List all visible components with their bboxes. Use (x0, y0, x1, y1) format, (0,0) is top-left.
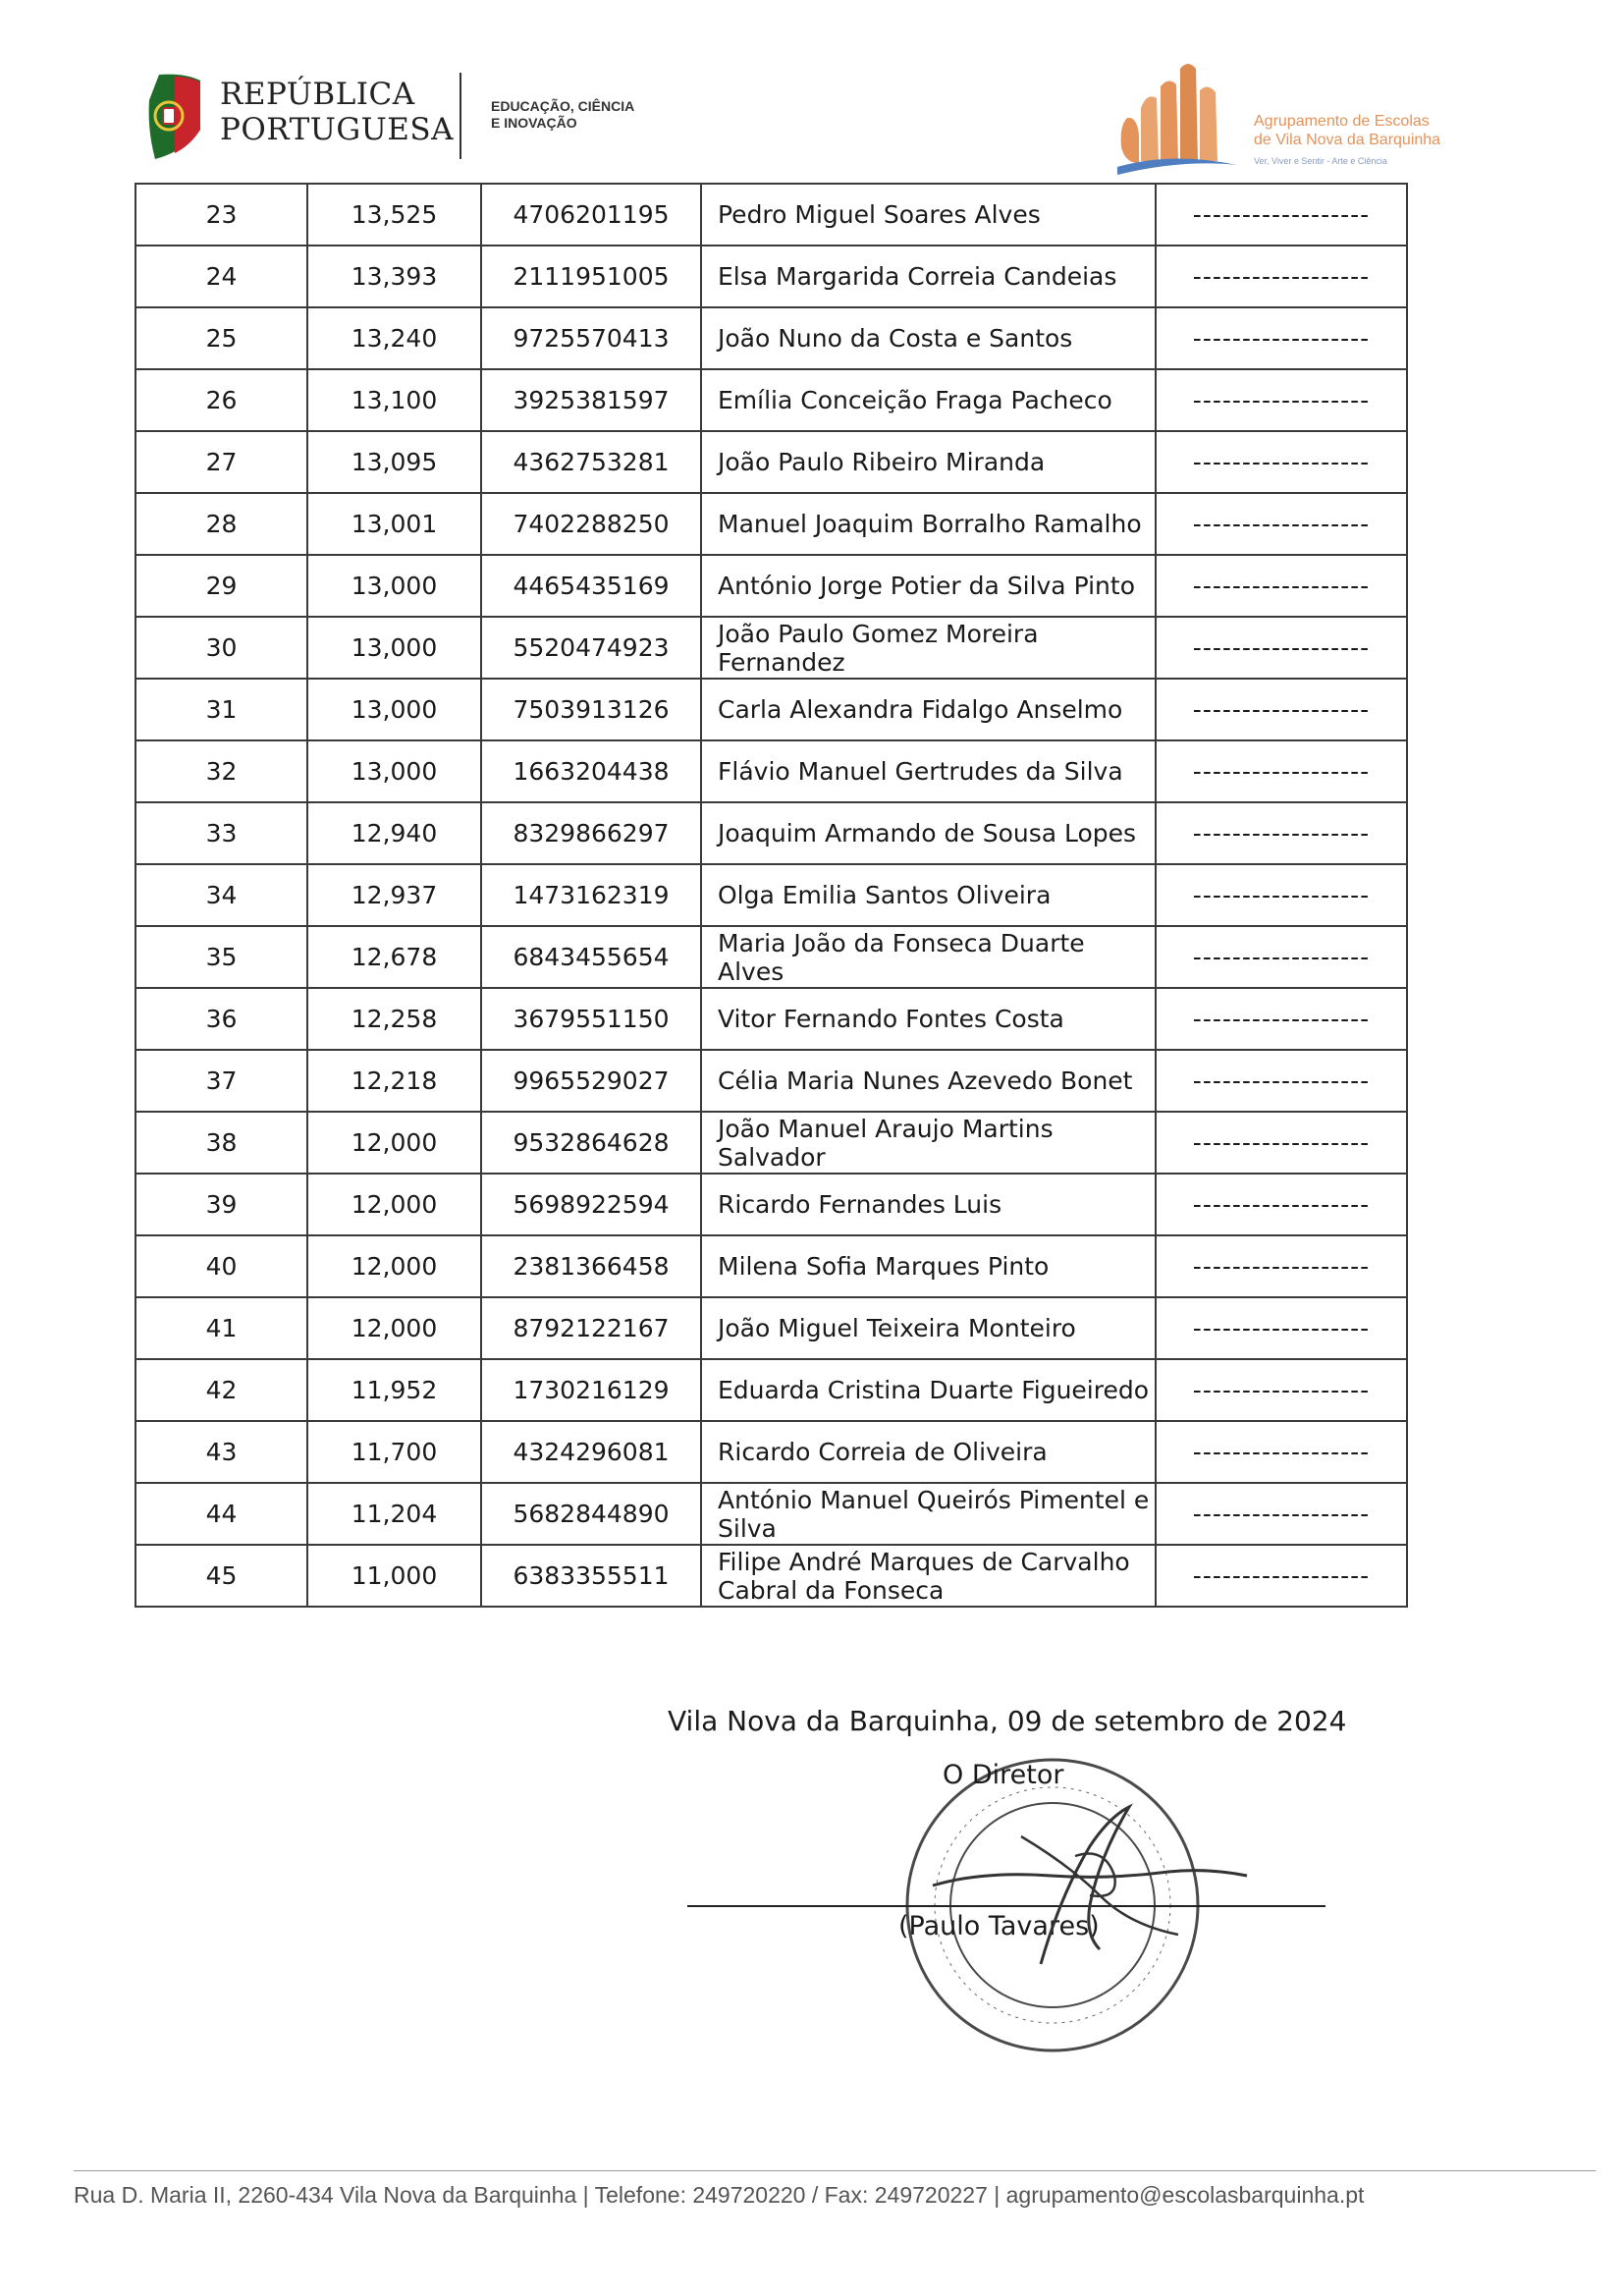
document-header (0, 0, 1623, 177)
rank-cell: 30 (135, 617, 307, 679)
rank-cell: 37 (135, 1050, 307, 1112)
observations-cell: ------------------ (1156, 1359, 1407, 1421)
table-row (135, 1359, 1407, 1421)
score-cell: 12,000 (307, 1297, 481, 1359)
table-row (135, 1112, 1407, 1174)
school-line-1: Agrupamento de Escolas (1254, 113, 1430, 130)
table-row (135, 555, 1407, 617)
id-number-cell: 8792122167 (481, 1297, 701, 1359)
candidates-table (135, 183, 1408, 1608)
observations-cell: ------------------ (1156, 431, 1407, 493)
rank-cell: 45 (135, 1545, 307, 1607)
rank-cell: 35 (135, 926, 307, 988)
republic-name (220, 77, 454, 147)
ministry-name (491, 98, 634, 132)
table-row (135, 1421, 1407, 1483)
observations-cell: ------------------ (1156, 1235, 1407, 1297)
score-cell: 12,940 (307, 802, 481, 864)
table-row (135, 988, 1407, 1050)
name-cell: Pedro Miguel Soares Alves (701, 184, 1156, 246)
score-cell: 13,100 (307, 369, 481, 431)
name-cell: Joaquim Armando de Sousa Lopes (701, 802, 1156, 864)
name-cell: Emília Conceição Fraga Pacheco (701, 369, 1156, 431)
observations-cell: ------------------ (1156, 1174, 1407, 1235)
id-number-cell: 4362753281 (481, 431, 701, 493)
rank-cell: 26 (135, 369, 307, 431)
observations-cell: ------------------ (1156, 988, 1407, 1050)
score-cell: 12,000 (307, 1174, 481, 1235)
table-row (135, 493, 1407, 555)
table-row (135, 864, 1407, 926)
id-number-cell: 9965529027 (481, 1050, 701, 1112)
rank-cell: 32 (135, 740, 307, 802)
rank-cell: 31 (135, 679, 307, 740)
table-row (135, 369, 1407, 431)
score-cell: 13,000 (307, 740, 481, 802)
rank-cell: 36 (135, 988, 307, 1050)
name-cell: João Nuno da Costa e Santos (701, 307, 1156, 369)
observations-cell: ------------------ (1156, 679, 1407, 740)
score-cell: 13,001 (307, 493, 481, 555)
id-number-cell: 5520474923 (481, 617, 701, 679)
name-cell: João Paulo Ribeiro Miranda (701, 431, 1156, 493)
name-cell: Filipe André Marques de Carvalho Cabral da Fonseca (701, 1545, 1156, 1607)
score-cell: 13,240 (307, 307, 481, 369)
portuguese-flag-logo (145, 71, 202, 161)
rank-cell: 27 (135, 431, 307, 493)
name-cell: João Manuel Araujo Martins Salvador (701, 1112, 1156, 1174)
score-cell: 12,218 (307, 1050, 481, 1112)
director-name: (Paulo Tavares) (898, 1911, 1100, 1941)
score-cell: 13,525 (307, 184, 481, 246)
id-number-cell: 2381366458 (481, 1235, 701, 1297)
id-number-cell: 9725570413 (481, 307, 701, 369)
observations-cell: ------------------ (1156, 1112, 1407, 1174)
rank-cell: 38 (135, 1112, 307, 1174)
republic-line-1: REPÚBLICA (220, 77, 415, 112)
rank-cell: 24 (135, 246, 307, 307)
score-cell: 12,000 (307, 1235, 481, 1297)
rank-cell: 29 (135, 555, 307, 617)
rank-cell: 40 (135, 1235, 307, 1297)
score-cell: 13,095 (307, 431, 481, 493)
school-logo (1113, 57, 1241, 181)
name-cell: Elsa Margarida Correia Candeias (701, 246, 1156, 307)
name-cell: Ricardo Correia de Oliveira (701, 1421, 1156, 1483)
id-number-cell: 6383355511 (481, 1545, 701, 1607)
id-number-cell: 1663204438 (481, 740, 701, 802)
observations-cell: ------------------ (1156, 864, 1407, 926)
score-cell: 12,937 (307, 864, 481, 926)
director-signature (903, 1777, 1257, 1974)
observations-cell: ------------------ (1156, 802, 1407, 864)
table-row (135, 1545, 1407, 1607)
id-number-cell: 2111951005 (481, 246, 701, 307)
place-and-date: Vila Nova da Barquinha, 09 de setembro de 2024 (668, 1705, 1347, 1737)
table-row (135, 740, 1407, 802)
director-title: O Diretor (943, 1760, 1064, 1790)
school-line-2: de Vila Nova da Barquinha (1254, 132, 1441, 148)
id-number-cell: 4465435169 (481, 555, 701, 617)
observations-cell: ------------------ (1156, 246, 1407, 307)
name-cell: João Miguel Teixeira Monteiro (701, 1297, 1156, 1359)
table-row (135, 1297, 1407, 1359)
footer-rule (74, 2170, 1596, 2171)
score-cell: 11,700 (307, 1421, 481, 1483)
table-row (135, 1174, 1407, 1235)
name-cell: Célia Maria Nunes Azevedo Bonet (701, 1050, 1156, 1112)
footer-contact: Rua D. Maria II, 2260-434 Vila Nova da Barquinha | Telefone: 249720220 / Fax: 249720227 | agrupamento@escolasbarquinha.pt (74, 2182, 1365, 2208)
observations-cell: ------------------ (1156, 1050, 1407, 1112)
id-number-cell: 4324296081 (481, 1421, 701, 1483)
observations-cell: ------------------ (1156, 369, 1407, 431)
observations-cell: ------------------ (1156, 617, 1407, 679)
id-number-cell: 7503913126 (481, 679, 701, 740)
name-cell: Eduarda Cristina Duarte Figueiredo (701, 1359, 1156, 1421)
observations-cell: ------------------ (1156, 184, 1407, 246)
id-number-cell: 6843455654 (481, 926, 701, 988)
observations-cell: ------------------ (1156, 1297, 1407, 1359)
score-cell: 12,000 (307, 1112, 481, 1174)
name-cell: Milena Sofia Marques Pinto (701, 1235, 1156, 1297)
observations-cell: ------------------ (1156, 1483, 1407, 1545)
id-number-cell: 1730216129 (481, 1359, 701, 1421)
table-row (135, 431, 1407, 493)
rank-cell: 25 (135, 307, 307, 369)
header-divider (460, 73, 461, 159)
name-cell: Maria João da Fonseca Duarte Alves (701, 926, 1156, 988)
id-number-cell: 3679551150 (481, 988, 701, 1050)
rank-cell: 28 (135, 493, 307, 555)
rank-cell: 41 (135, 1297, 307, 1359)
republic-line-2: PORTUGUESA (220, 112, 455, 147)
observations-cell: ------------------ (1156, 307, 1407, 369)
observations-cell: ------------------ (1156, 1545, 1407, 1607)
table-row (135, 1050, 1407, 1112)
table-row (135, 246, 1407, 307)
name-cell: António Jorge Potier da Silva Pinto (701, 555, 1156, 617)
id-number-cell: 3925381597 (481, 369, 701, 431)
name-cell: Manuel Joaquim Borralho Ramalho (701, 493, 1156, 555)
name-cell: António Manuel Queirós Pimentel e Silva (701, 1483, 1156, 1545)
id-number-cell: 5698922594 (481, 1174, 701, 1235)
table-row (135, 617, 1407, 679)
score-cell: 13,000 (307, 555, 481, 617)
name-cell: Vitor Fernando Fontes Costa (701, 988, 1156, 1050)
rank-cell: 23 (135, 184, 307, 246)
score-cell: 11,000 (307, 1545, 481, 1607)
score-cell: 12,258 (307, 988, 481, 1050)
score-cell: 13,000 (307, 617, 481, 679)
table-row (135, 184, 1407, 246)
rank-cell: 44 (135, 1483, 307, 1545)
score-cell: 12,678 (307, 926, 481, 988)
name-cell: Ricardo Fernandes Luis (701, 1174, 1156, 1235)
observations-cell: ------------------ (1156, 1421, 1407, 1483)
table-row (135, 1483, 1407, 1545)
table-row (135, 307, 1407, 369)
name-cell: Flávio Manuel Gertrudes da Silva (701, 740, 1156, 802)
id-number-cell: 4706201195 (481, 184, 701, 246)
rank-cell: 39 (135, 1174, 307, 1235)
school-name (1254, 112, 1440, 171)
school-tagline: Ver, Viver e Sentir - Arte e Ciência (1254, 156, 1387, 166)
ministry-line-1: EDUCAÇÃO, CIÊNCIA (491, 98, 635, 114)
rank-cell: 42 (135, 1359, 307, 1421)
ministry-line-2: E INOVAÇÃO (491, 115, 577, 131)
rank-cell: 43 (135, 1421, 307, 1483)
id-number-cell: 5682844890 (481, 1483, 701, 1545)
score-cell: 11,952 (307, 1359, 481, 1421)
table-row (135, 802, 1407, 864)
table-row (135, 926, 1407, 988)
observations-cell: ------------------ (1156, 493, 1407, 555)
score-cell: 13,393 (307, 246, 481, 307)
id-number-cell: 7402288250 (481, 493, 701, 555)
observations-cell: ------------------ (1156, 740, 1407, 802)
observations-cell: ------------------ (1156, 926, 1407, 988)
observations-cell: ------------------ (1156, 555, 1407, 617)
rank-cell: 33 (135, 802, 307, 864)
name-cell: João Paulo Gomez Moreira Fernandez (701, 617, 1156, 679)
id-number-cell: 9532864628 (481, 1112, 701, 1174)
score-cell: 11,204 (307, 1483, 481, 1545)
name-cell: Olga Emilia Santos Oliveira (701, 864, 1156, 926)
rank-cell: 34 (135, 864, 307, 926)
table-row (135, 679, 1407, 740)
name-cell: Carla Alexandra Fidalgo Anselmo (701, 679, 1156, 740)
id-number-cell: 1473162319 (481, 864, 701, 926)
id-number-cell: 8329866297 (481, 802, 701, 864)
candidates-table-body (135, 184, 1407, 1607)
table-row (135, 1235, 1407, 1297)
score-cell: 13,000 (307, 679, 481, 740)
